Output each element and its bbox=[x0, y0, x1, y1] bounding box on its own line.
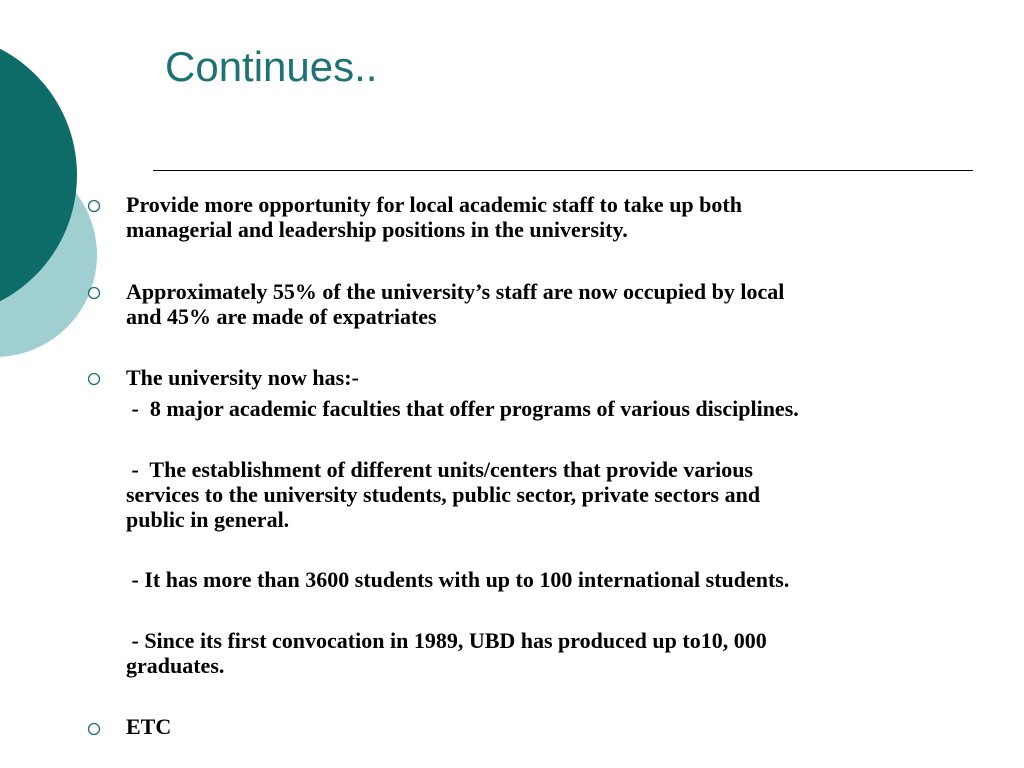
sub-item-line: - Since its first convocation in 1989, UBD has produced up to10, 000 bbox=[126, 628, 767, 653]
sub-item-line: - It has more than 3600 students with up to 100 international students. bbox=[126, 567, 790, 592]
bullet-text-line: Provide more opportunity for local academic staff to take up both bbox=[126, 192, 742, 217]
bullet-text-line: Approximately 55% of the university’s staff are now occupied by local bbox=[126, 279, 785, 304]
decorative-circles bbox=[0, 0, 140, 420]
sub-item-line: services to the university students, public sector, private sectors and bbox=[126, 482, 761, 507]
bullet-text-line: and 45% are made of expatriates bbox=[126, 304, 437, 329]
hollow-circle-icon bbox=[86, 285, 102, 301]
bullet-text-line: The university now has:- bbox=[126, 365, 359, 390]
bullet-text-line: managerial and leadership positions in the university. bbox=[126, 217, 628, 242]
hollow-circle-icon bbox=[86, 371, 102, 387]
slide-title: Continues.. bbox=[165, 43, 378, 90]
sub-item-line: - 8 major academic faculties that offer programs of various disciplines. bbox=[126, 396, 799, 421]
hollow-circle-icon bbox=[86, 721, 102, 737]
bullet-text-line: ETC bbox=[126, 714, 172, 739]
sub-item-line: graduates. bbox=[126, 653, 225, 678]
sub-item-line: - The establishment of different units/centers that provide various bbox=[126, 457, 753, 482]
title-divider bbox=[153, 170, 973, 171]
sub-item-line: public in general. bbox=[126, 507, 290, 532]
hollow-circle-icon bbox=[86, 198, 102, 214]
